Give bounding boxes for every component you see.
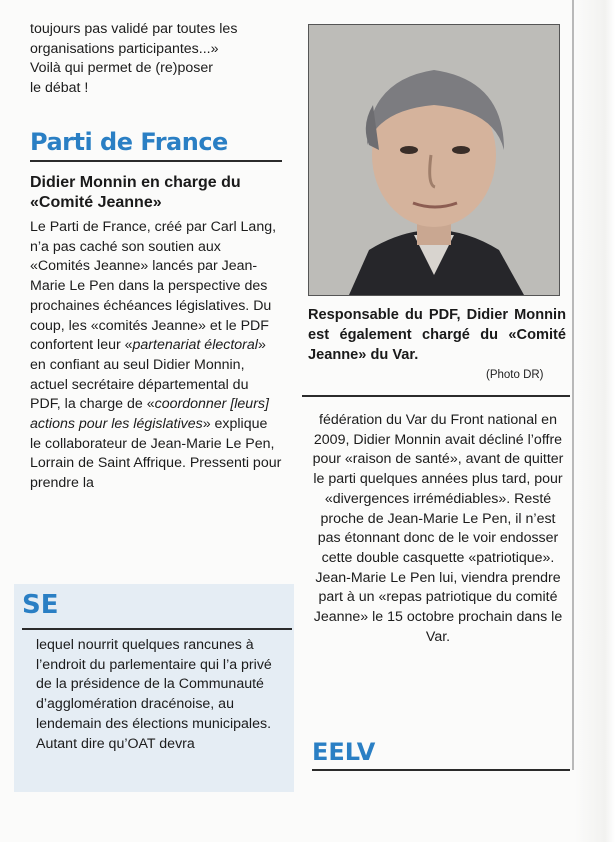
- column-divider: [572, 0, 574, 770]
- article-body-left: [30, 218, 282, 494]
- se-rule: [22, 628, 292, 630]
- section-title-se: SE: [22, 590, 59, 620]
- eelv-rule: [312, 769, 570, 771]
- body-italic: coordonner [leurs] actions pour les législatives: [30, 396, 269, 433]
- photo-credit: (Photo DR): [486, 369, 544, 381]
- body-text: Le Parti de France, créé par Carl Lang, n’a pas caché son soutien aux «Comités Jeanne» lancés par Jean-Marie Le Pen dans la perspective des prochaines échéances législatives. Du coup, les «comités Jeanne» et le PDF confortent leur «: [30, 219, 277, 354]
- intro-line: organisations participantes...»: [30, 40, 219, 57]
- portrait-photo: [308, 24, 560, 296]
- article-body-right: fédération du Var du Front national en 2009, Didier Monnin avait décliné l’offre pour «raison de santé», avant de quitter le parti quelques années plus tard, pour «divergences irrémédiables». Resté proche de Jean-Marie Le Pen, il n’est pas étonnant donc de le voir endosser cette double casquette «patriotique». Jean-Marie Le Pen lui, viendra prendre part à un «repas patriotique du comité Jeanne» le 15 octobre prochain dans le Var.: [312, 412, 564, 645]
- intro-paragraph: [30, 20, 282, 99]
- section-title-parti-de-france: Parti de France: [30, 128, 282, 162]
- intro-line: Voilà qui permet de (re)poser: [30, 60, 213, 77]
- portrait-illustration: [309, 25, 559, 295]
- se-body: lequel nourrit quelques rancunes à l’endroit du parlementaire qui l’a privé de la présidence de la Communauté d’agglomération dracénoise, au lendemain des élections municipales. Autant dire qu’OAT devra: [36, 637, 272, 752]
- section-title-eelv: EELV: [312, 738, 376, 766]
- article-subhead: Didier Monnin en charge du «Comité Jeanne»: [30, 174, 241, 211]
- body-italic: partenariat électoral: [132, 337, 258, 354]
- photo-caption: Responsable du PDF, Didier Monnin est également chargé du «Comité Jeanne» du Var.: [308, 307, 566, 363]
- scan-edge: [575, 0, 615, 842]
- intro-line: toujours pas validé par toutes les: [30, 21, 238, 37]
- intro-line: le débat !: [30, 80, 89, 97]
- body-text: » explique le collaborateur de Jean-Marie Le Pen, Lorrain de Saint Affrique. Pressenti pour prendre la: [30, 416, 282, 492]
- body-text: » en confiant au seul Didier Monnin, actuel secrétaire départemental du PDF, la charge de «: [30, 337, 266, 413]
- caption-rule: [302, 395, 570, 397]
